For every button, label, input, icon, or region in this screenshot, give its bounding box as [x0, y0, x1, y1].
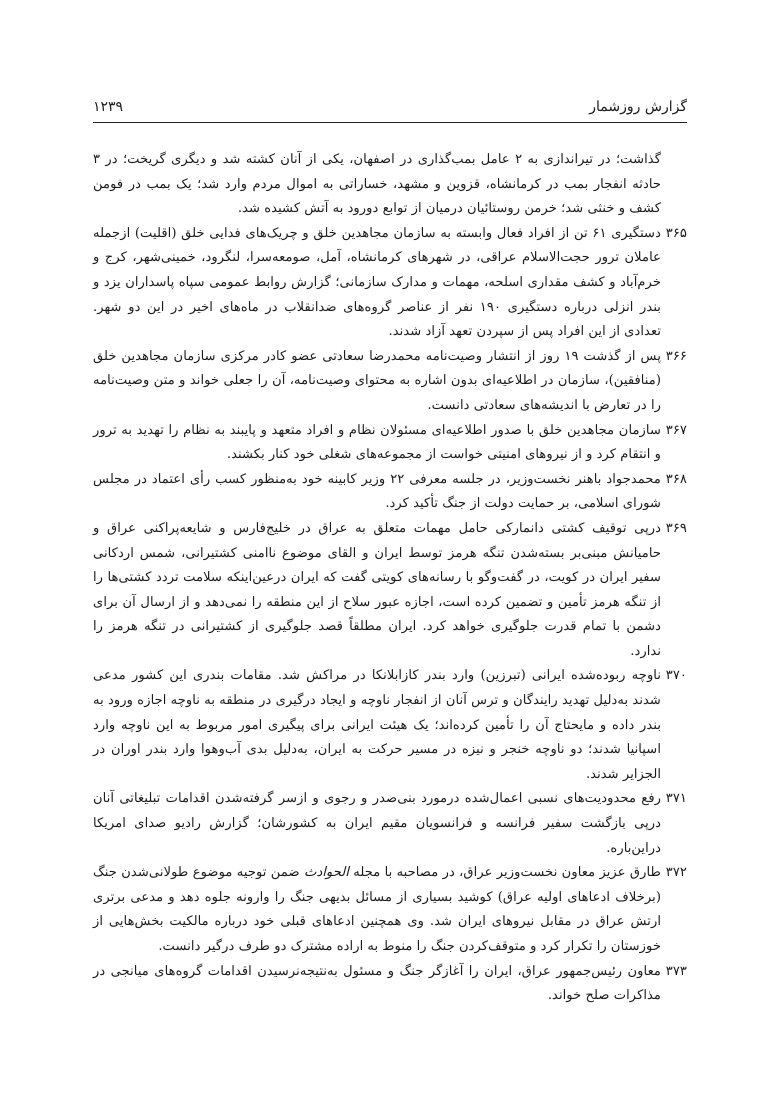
entry-368	[93, 468, 687, 517]
entry-text: ناوچه ربوده‌شده ایرانی (تبرزین) وارد بندر کازابلانکا در مراکش شد. مقامات بندری این کشور مدعی شدند به‌دلیل تهدید رایندگان و ترس آنان از انفجار ناوچه و ایجاد درگیری در منطقه به ناوچه اجازه ورود به بندر داده و مایحتاج آن را تأمین کرده‌اند؛ یک هیئت ایرانی برای پیگیری امور مربوط به این ناوچه وارد اسپانیا شدند؛ دو ناوچه خنجر و نیزه در مسیر حرکت به ایران، به‌دلیل بدی آب‌وهوا وارد بندر اوران در الجزایر شدند.	[93, 668, 661, 782]
entry-365	[93, 222, 687, 345]
entry-number: ۳۷۳	[665, 963, 687, 979]
entry-text: سازمان مجاهدین خلق با صدور اطلاعیه‌ای مسئولان نظام و افراد متعهد و پایبند به نظام را تهدید به ترور و انتقام کرد و از نیروهای امنیتی خواست از مجموعه‌های شغلی خود کنار بکشند.	[93, 422, 661, 463]
entry-text: معاون رئیس‌جمهور عراق، ایران را آغازگر جنگ و مسئول به‌نتیجه‌نرسیدن اقدامات گروه‌های میانجی در مذاکرات صلح خواند.	[93, 963, 661, 1004]
entry-text: پس از گذشت ۱۹ روز از انتشار وصیت‌نامه محمدرضا سعادتی عضو کادر مرکزی سازمان مجاهدین خلق (منافقین)، سازمان در اطلاعیه‌ای بدون اشاره به محتوای وصیت‌نامه، آن را جعلی خواند و متن وصیت‌نامه را در تعارض با اندیشه‌های سعادتی دانست.	[93, 348, 661, 413]
running-title: گزارش روزشمار	[589, 99, 687, 115]
entry-text: درپی توقیف کشتی دانمارکی حامل مهمات متعلق به عراق در خلیج‌فارس و شایعه‌پراکنی عراق و حامیانش مبنی‌بر بسته‌شدن تنگه هرمز توسط ایران و القای موضوع ناامنی کشتیرانی، شمس اردکانی سفیر ایران در کویت، در گفت‌وگو با رسانه‌های کویتی گفت که ایران درعین‌اینکه سلامت تردد کشتی‌ها را از تنگه هرمز تأمین و تضمین کرده است، اجازه عبور سلاح از این منطقه را نمی‌دهد و از ارسال آن برای دشمن با تمام قدرت جلوگیری خواهد کرد. ایران مطلقاً قصد جلوگیری از کشتیرانی در تنگه هرمز را ندارد.	[93, 520, 661, 659]
entry-number: ۳۷۲	[665, 865, 687, 881]
entry-number: ۳۷۱	[665, 791, 687, 807]
page-header	[93, 96, 687, 123]
entry-number: ۳۶۶	[665, 348, 687, 364]
page-number: ۱۲۳۹	[93, 99, 124, 115]
entry-number: ۳۶۵	[665, 225, 687, 241]
entry-373	[93, 960, 687, 1009]
entry-text-before: طارق عزیز معاون نخست‌وزیر عراق، در مصاحبه با مجله	[348, 865, 662, 881]
continued-paragraph: گذاشت؛ در تیراندازی به ۲ عامل بمب‌گذاری در اصفهان، یکی از آنان کشته شد و دیگری گریخت؛ در ۳ حادثه انفجار بمب در کرمانشاه، قزوین و مشهد، خساراتی به اموال مردم وارد شد؛ یک بمب در فومن کشف و خنثی شد؛ خرمن روستائیان درمیان از توابع دورود به آتش کشیده شد.	[93, 152, 661, 217]
entry-text: رفع محدودیت‌های نسبی اعمال‌شده درمورد بنی‌صدر و رجوی و ازسر گرفته‌شدن اقدامات تبلیغاتی آنان درپی بازگشت سفیر فرانسه و فرانسویان مقیم ایران به کشورشان؛ گزارش رادیو صدای امریکا دراین‌باره.	[93, 791, 661, 856]
magazine-name: الحوادث	[303, 865, 349, 881]
entry-text: محمدجواد باهنر نخست‌وزیر، در جلسه معرفی ۲۲ وزیر کابینه خود به‌منظور کسب رأی اعتماد در مجلس شورای اسلامی، بر حمایت دولت از جنگ تأکید کرد.	[93, 471, 661, 512]
entry-number: ۳۶۹	[665, 520, 687, 536]
entry-369	[93, 517, 687, 665]
entry-number: ۳۷۰	[665, 668, 687, 684]
entry-371	[93, 787, 687, 861]
entry-366	[93, 345, 687, 419]
entry-text: دستگیری ۶۱ تن از افراد فعال وابسته به سازمان مجاهدین خلق و چریک‌های فدایی خلق (اقلیت) ازجمله عاملان ترور حجت‌الاسلام عراقی، در شهرهای کرمانشاه، آمل، صومعه‌سرا، لنگرود، خمینی‌شهر، کرج و خرم‌آباد و کشف مقداری اسلحه، مهمات و مدارک سازمانی؛ گزارش روابط عمومی سپاه پاسداران یزد و بندر انزلی درباره دستگیری ۱۹۰ نفر از عناصر گروه‌های ضدانقلاب در ماه‌های اخیر در این دو شهر. تعدادی از این افراد پس از سپردن تعهد آزاد شدند.	[93, 225, 661, 340]
entry-text-after: ضمن توجیه موضوع طولانی‌شدن جنگ (برخلاف ادعاهای اولیه عراق) کوشید بسیاری از مسائل بدیهی جنگ را وارونه جلوه دهد و مدعی برتری ارتش عراق در مقابل نیروهای ایران شد. وی همچنین ادعاهای قبلی خود درباره مالکیت بخش‌هایی از خوزستان را تکرار کرد و متوقف‌کردن جنگ را منوط به اراده مشترک دو طرف درگیر دانست.	[93, 865, 661, 954]
entry-372	[93, 861, 687, 959]
entry-370	[93, 664, 687, 787]
main-text	[93, 148, 687, 1009]
entry-367	[93, 419, 687, 468]
entry-number: ۳۶۷	[665, 422, 687, 438]
entry-number: ۳۶۸	[665, 471, 687, 487]
